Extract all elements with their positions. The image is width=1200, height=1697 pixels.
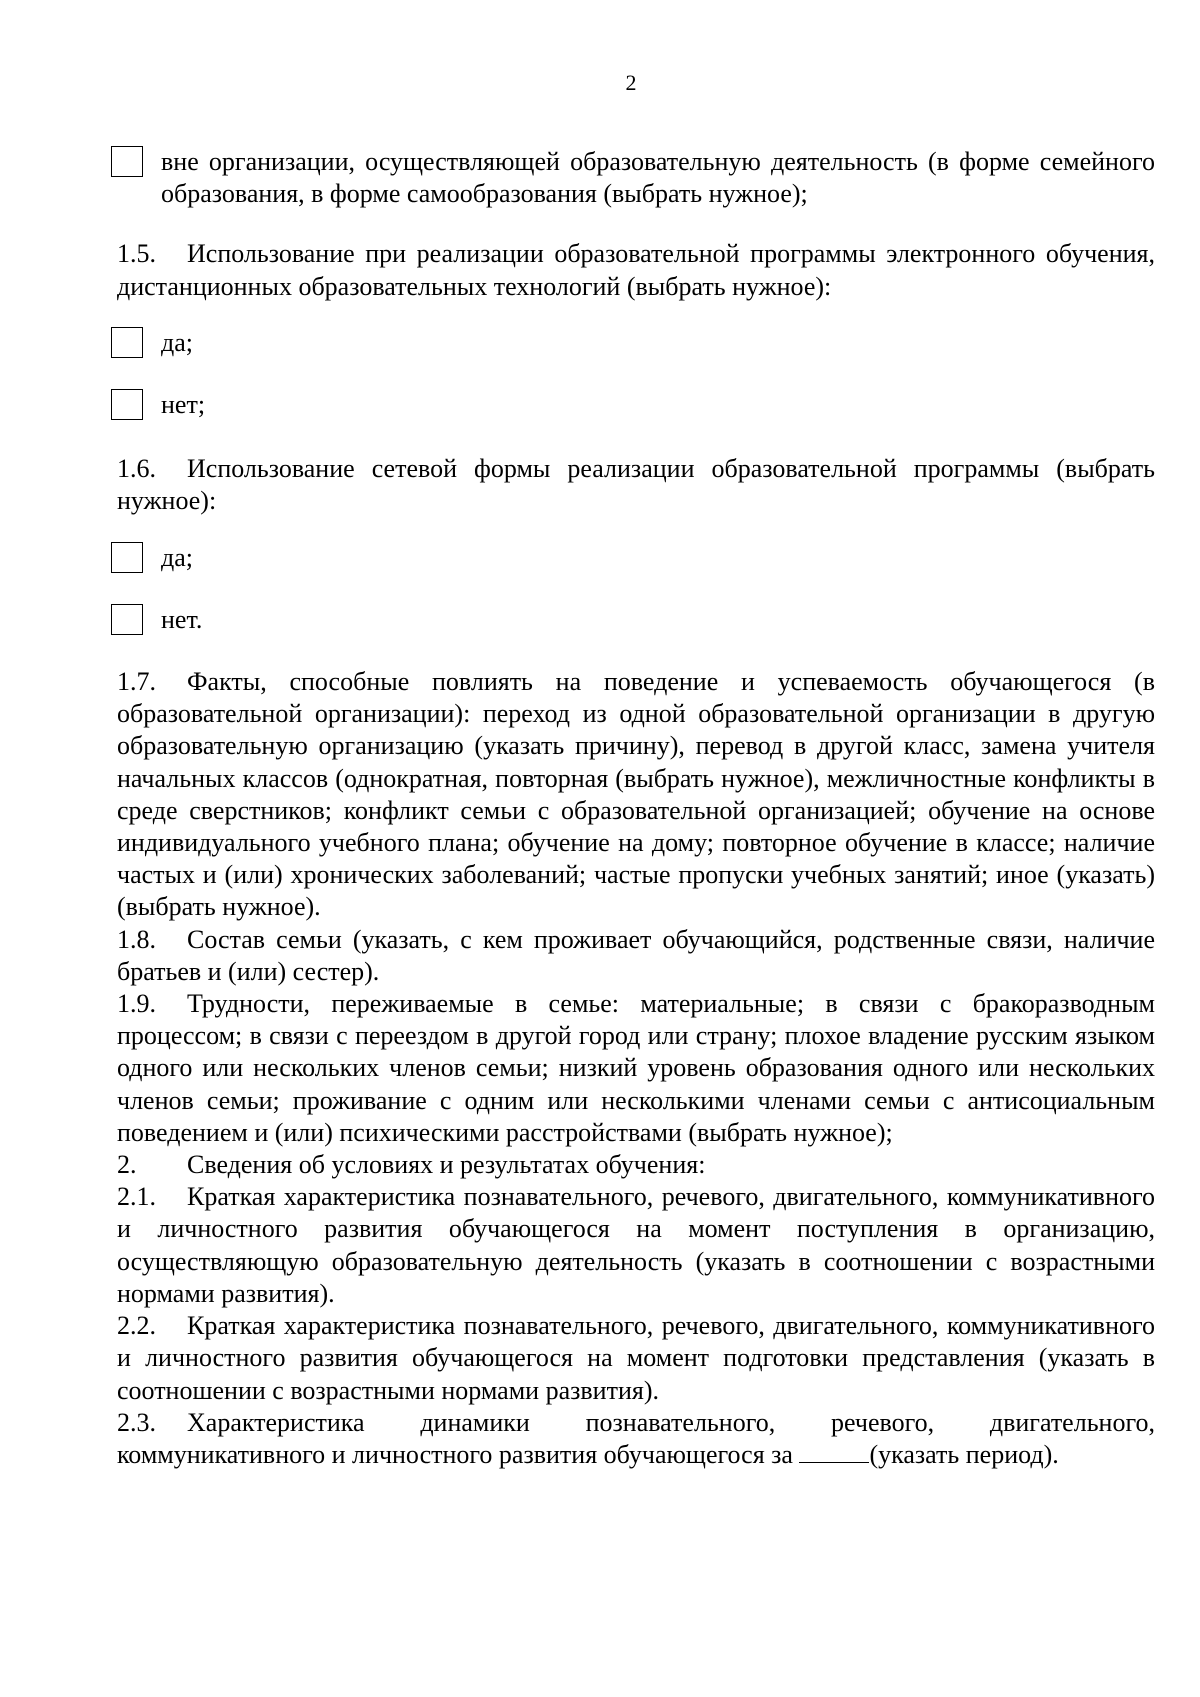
section-number: 2.1. <box>117 1182 156 1212</box>
section-text: Использование при реализации образовательной программы электронного обучения, дистанционных образовательных технологий (выбрать нужное): <box>117 239 1155 301</box>
option-label: вне организации, осуществляющей образовательную деятельность (в форме семейного образования, в форме самообразования (выбрать нужное); <box>161 147 1155 209</box>
section-text-after: (указать период). <box>869 1439 1059 1469</box>
section-1-5 <box>117 238 1155 302</box>
section-number: 1.6. <box>117 454 156 484</box>
option-1-5-yes <box>111 327 1155 359</box>
checkbox[interactable] <box>111 389 143 420</box>
option-1-6-no <box>111 604 1155 636</box>
option-label: да; <box>161 327 193 357</box>
section-2-3 <box>117 1407 1155 1471</box>
option-outside-organization <box>111 147 1155 210</box>
option-1-6-yes <box>111 542 1155 574</box>
section-text: Сведения об условиях и результатах обучения: <box>187 1150 706 1180</box>
section-1-9 <box>117 988 1155 1149</box>
section-text: Состав семьи (указать, с кем проживает обучающийся, родственные связи, наличие братьев и (или) сестер). <box>117 924 1155 986</box>
checkbox[interactable] <box>111 604 143 635</box>
section-2 <box>117 1149 1155 1181</box>
section-number: 2.3. <box>117 1407 156 1437</box>
section-number: 2. <box>117 1150 137 1180</box>
section-text: Использование сетевой формы реализации образовательной программы (выбрать нужное): <box>117 454 1155 516</box>
section-number: 2.2. <box>117 1311 156 1341</box>
section-2-2 <box>117 1310 1155 1407</box>
section-number: 1.9. <box>117 989 156 1019</box>
section-1-7 <box>117 666 1155 924</box>
section-1-6 <box>117 453 1155 517</box>
document-content <box>117 147 1155 1471</box>
option-1-5-no <box>111 389 1155 421</box>
section-text: Характеристика динамики познавательного, речевого, двигательного, коммуникативного и личностного развития обучающегося за <box>117 1407 1155 1469</box>
checkbox[interactable] <box>111 327 143 358</box>
option-label: нет. <box>161 604 203 634</box>
section-text: Трудности, переживаемые в семье: материальные; в связи с бракоразводным процессом; в связи с переездом в другой город или страну; плохое владение русским языком одного или нескольких членов семьи; низкий уровень образования одного или нескольких членов семьи; проживание с одним или несколькими членами семьи с антисоциальным поведением и (или) психическими расстройствами (выбрать нужное); <box>117 989 1155 1147</box>
option-label: да; <box>161 542 193 572</box>
section-text: Факты, способные повлиять на поведение и успеваемость обучающегося (в образовательной организации): переход из одной образовательной организации в другую образовательную организацию (указать причину), перевод в другой класс, замена учителя начальных классов (однократная, повторная (выбрать нужное), межличностные конфликты в среде сверстников; конфликт семьи с образовательной организацией; обучение на основе индивидуального учебного плана; обучение на дому; повторное обучение в классе; наличие частых и (или) хронических заболеваний; частые пропуски учебных занятий; иное (указать) (выбрать нужное). <box>117 667 1155 922</box>
section-2-1 <box>117 1181 1155 1310</box>
section-text: Краткая характеристика познавательного, речевого, двигательного, коммуникативного и личностного развития обучающегося на момент поступления в организацию, осуществляющую образовательную деятельность (указать в соотношении с возрастными нормами развития). <box>117 1182 1155 1308</box>
checkbox[interactable] <box>111 542 143 573</box>
section-number: 1.5. <box>117 239 156 269</box>
option-label: нет; <box>161 390 206 420</box>
page-number: 2 <box>625 70 637 95</box>
section-1-8 <box>117 924 1155 988</box>
checkbox[interactable] <box>111 146 143 177</box>
period-blank-field[interactable] <box>799 1440 869 1463</box>
section-number: 1.7. <box>117 667 156 697</box>
section-text: Краткая характеристика познавательного, речевого, двигательного, коммуникативного и личностного развития обучающегося на момент подготовки представления (указать в соотношении с возрастными нормами развития). <box>117 1311 1155 1405</box>
section-number: 1.8. <box>117 924 156 954</box>
